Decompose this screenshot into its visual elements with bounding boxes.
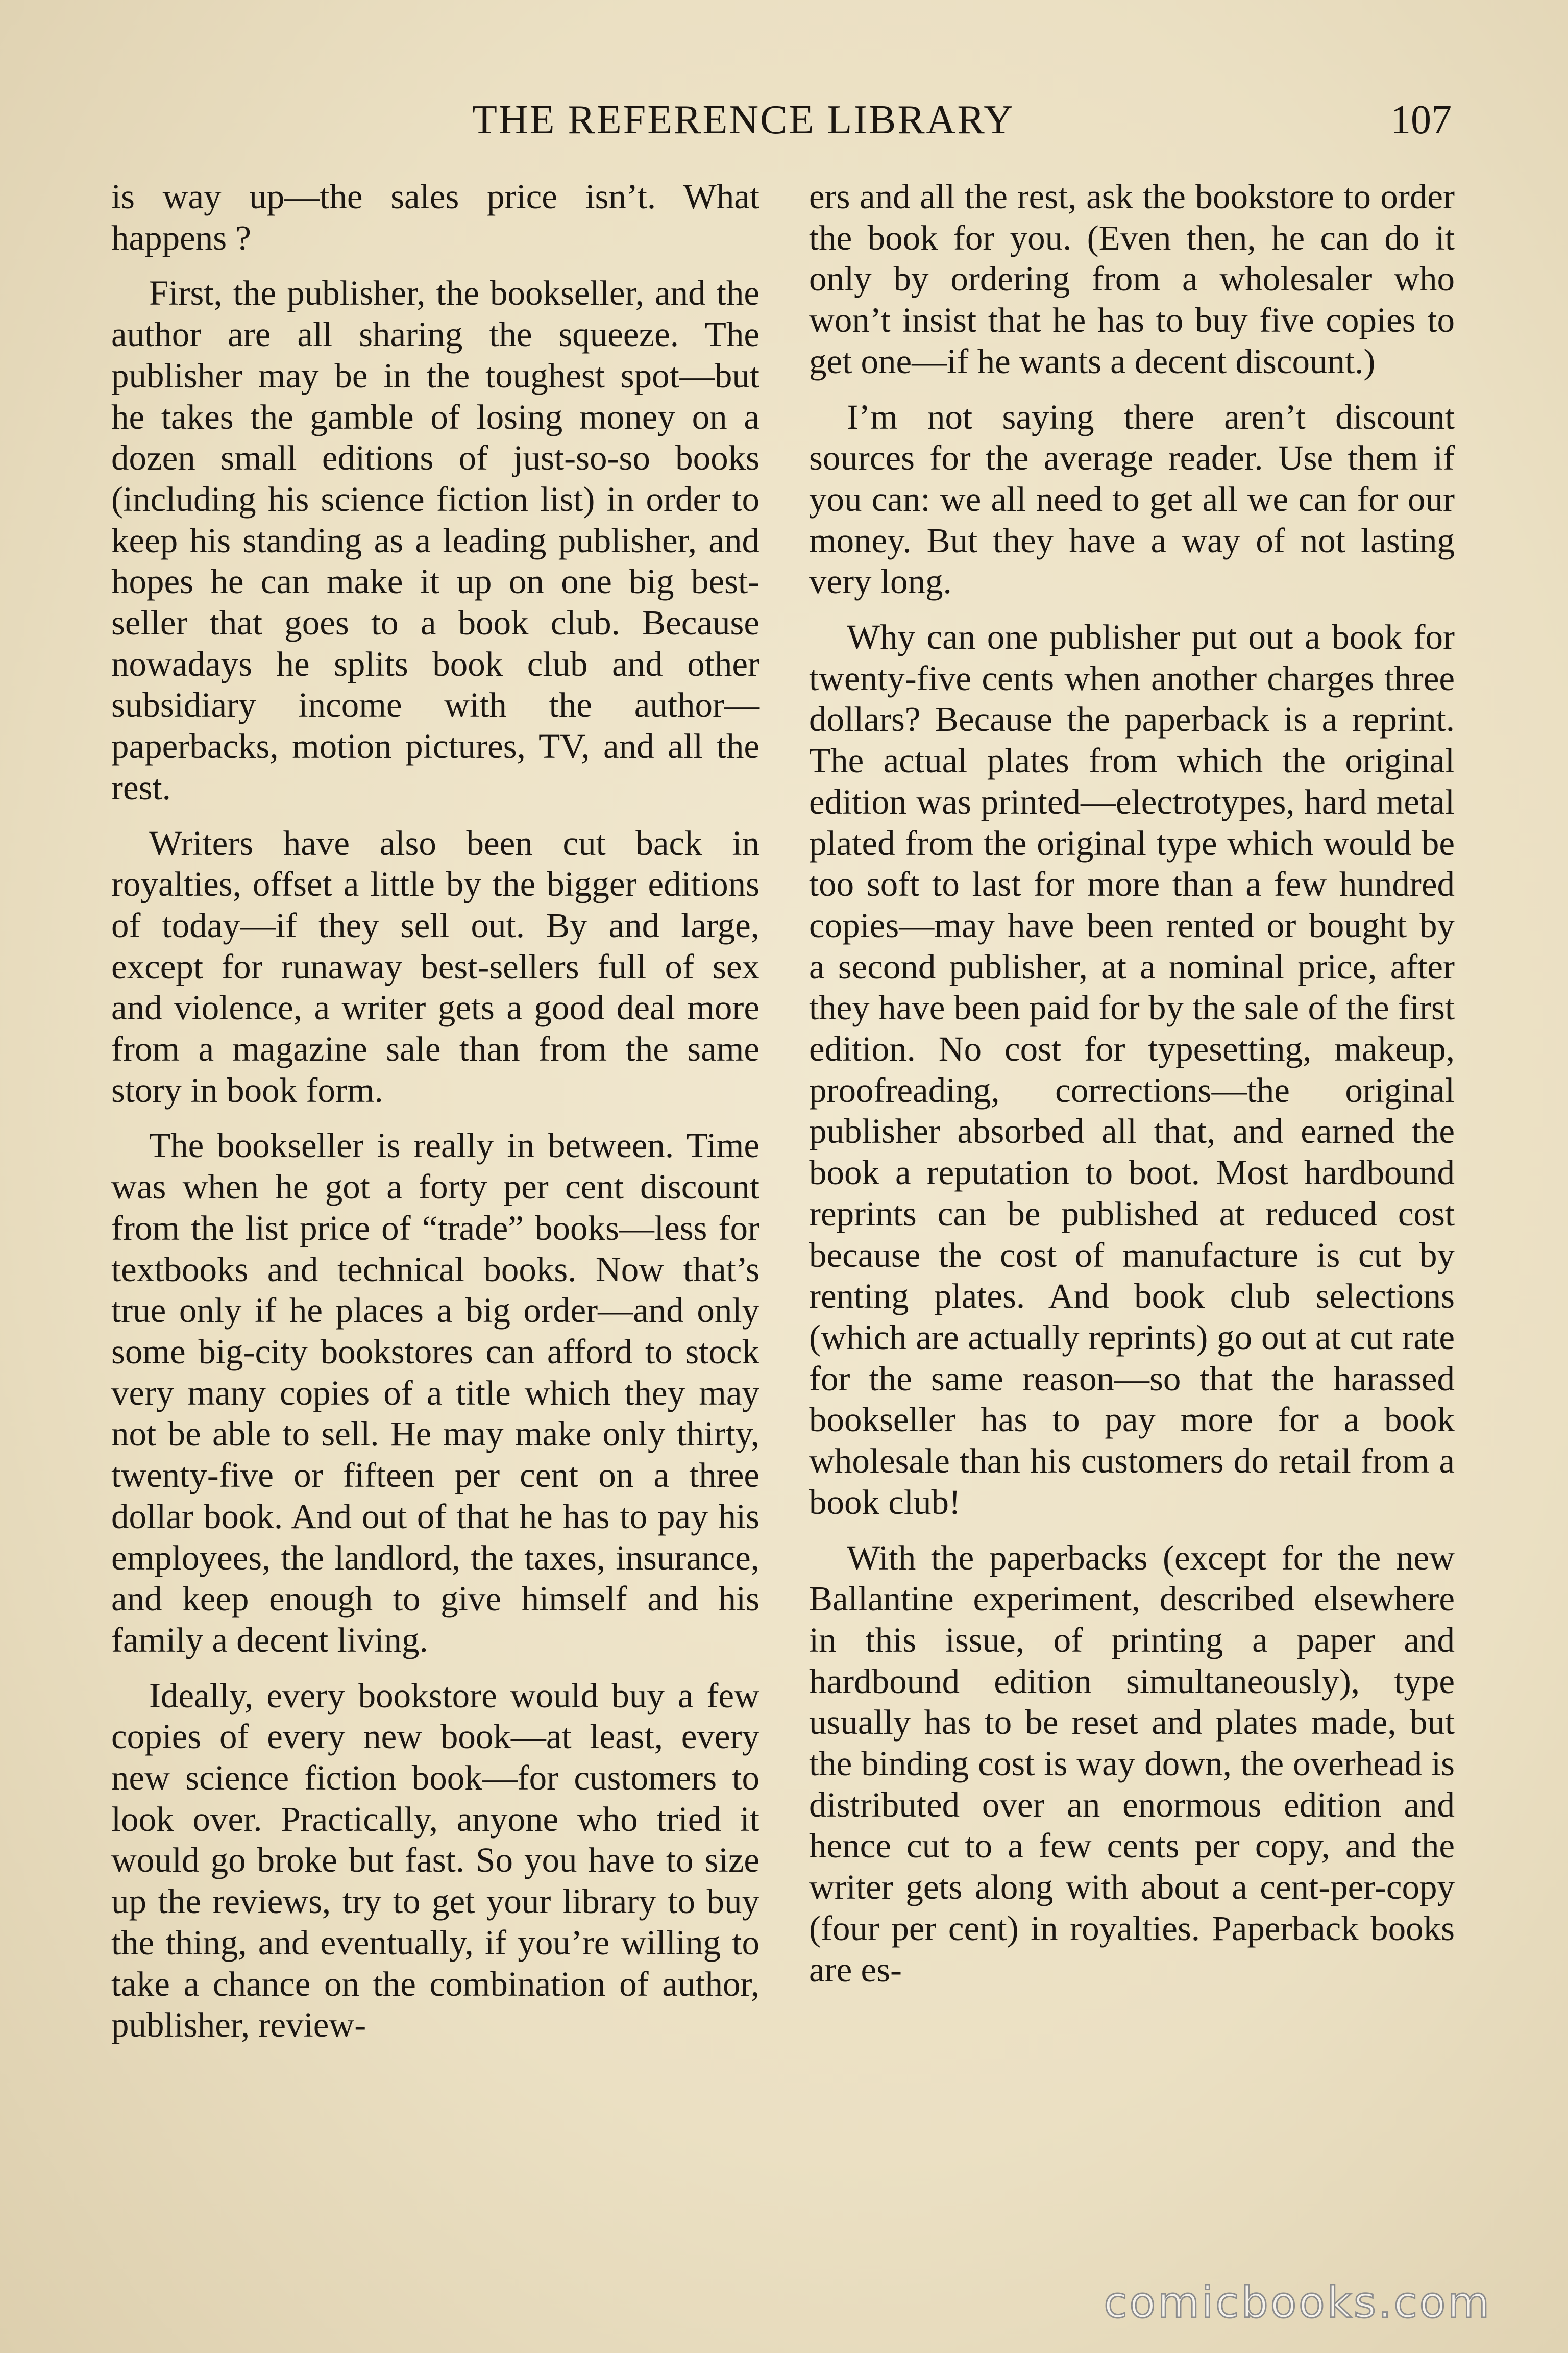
paragraph: Ideally, every bookstore would buy a few copies of every new book—at least, every new science fiction book—for customers to look over. Practically, anyone who tried it would go broke but fast. So you have to size up the reviews, try to get your library to buy the thing, and eventually, if you’re willing to take a chance on the combination of author, publisher, review- [111, 1676, 760, 2045]
paragraph: First, the publisher, the bookseller, and the author are all sharing the squeeze. The publisher may be in the toughest spot—but he takes the gamble of losing money on a dozen small editions of just-so-so books (including his science fiction list) in order to keep his standing as a leading publisher, and hopes he can make it up on one big best-seller that goes to a book club. Because nowadays he splits book club and other subsidiary income with the author—paperbacks, motion pictures, TV, and all the rest. [111, 274, 760, 807]
paragraph: With the paperbacks (except for the new Ballantine experiment, described elsewhere in this issue, of printing a paper and hardbound edition simultaneously), type usually has to be reset and plates made, but the binding cost is way down, the overhead is distributed over an enormous edition and hence cut to a few cents per copy, and the writer gets along with about a cent-per-copy (four per cent) in royalties. Paperback books are es- [809, 1538, 1455, 1989]
page-header [0, 97, 1568, 153]
paragraph: Writers have also been cut back in royalties, offset a little by the bigger editions of today—if they sell out. By and large, except for runaway best-sellers full of sex and violence, a writer gets a good deal more from a magazine sale than from the same story in book form. [111, 823, 760, 1110]
running-title: THE REFERENCE LIBRARY [472, 97, 1015, 142]
left-column [111, 176, 760, 2046]
paragraph: is way up—the sales price isn’t. What happens ? [111, 177, 760, 257]
page-number: 107 [1390, 97, 1452, 142]
paragraph: I’m not saying there aren’t discount sources for the average reader. Use them if you can: we all need to get all we can for our money. But they have a way of not lasting very long. [809, 397, 1455, 601]
paragraph: ers and all the rest, ask the bookstore to order the book for you. (Even then, he can do it only by ordering from a wholesaler who won’t insist that he has to buy five copies to get one—if he wants a decent discount.) [809, 177, 1455, 381]
watermark: comicbooks.com [1104, 2277, 1491, 2327]
right-column [809, 176, 1455, 1990]
paragraph: The bookseller is really in between. Time was when he got a forty per cent discount from the list price of “trade” books—less for textbooks and technical books. Now that’s true only if he places a big order—and only some big-city bookstores can afford to stock very many copies of a title which they may not be able to sell. He may make only thirty, twenty-five or fifteen per cent on a three dollar book. And out of that he has to pay his employees, the landlord, the taxes, insurance, and keep enough to give himself and his family a decent living. [111, 1126, 760, 1659]
paragraph: Why can one publisher put out a book for twenty-five cents when another charges three dollars? Because the paperback is a reprint. The actual plates from which the original edition was printed—electrotypes, hard metal plated from the original type which would be too soft to last for more than a few hundred copies—may have been rented or bought by a second publisher, at a nominal price, after they have been paid for by the sale of the first edition. No cost for typesetting, makeup, proofreading, corrections—the original publisher absorbed all that, and earned the book a reputation to boot. Most hardbound reprints can be published at reduced cost because the cost of manufacture is cut by renting plates. And book club selections (which are actually reprints) go out at cut rate for the same reason—so that the harassed bookseller has to pay more for a book wholesale than his customers do retail from a book club! [809, 618, 1455, 1522]
